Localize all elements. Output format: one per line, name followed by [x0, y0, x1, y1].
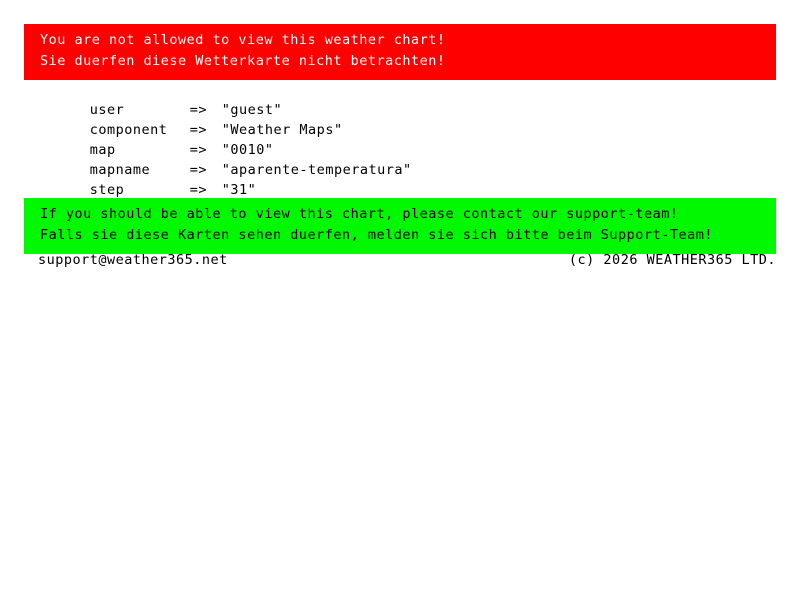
parameter-value: "aparente-temperatura" — [221, 162, 412, 178]
error-banner-line-de: Sie duerfen diese Wetterkarte nicht betrachten! — [40, 53, 446, 69]
parameter-key: user — [89, 102, 125, 118]
parameter-value: "31" — [221, 182, 257, 198]
parameter-value: "0010" — [221, 142, 274, 158]
parameter-key: mapname — [89, 162, 151, 178]
parameter-arrow: => — [189, 102, 208, 118]
parameter-row-user — [38, 80, 778, 118]
error-banner-line-en: You are not allowed to view this weather chart! — [40, 32, 446, 48]
parameter-arrow: => — [189, 142, 208, 158]
parameter-arrow: => — [189, 162, 208, 178]
parameter-value: "guest" — [221, 102, 283, 118]
support-email-link[interactable]: support@weather365.net — [38, 252, 228, 268]
info-banner-line-de: Falls sie diese Karten sehen duerfen, melden sie sich bitte beim Support-Team! — [40, 227, 713, 243]
parameter-arrow: => — [189, 122, 208, 138]
parameter-key: step — [89, 182, 125, 198]
parameter-key: map — [89, 142, 116, 158]
parameter-key: component — [89, 122, 168, 138]
footer — [38, 250, 776, 270]
parameter-list — [38, 80, 778, 198]
copyright-text: (c) 2026 WEATHER365 LTD. — [568, 252, 776, 268]
info-banner — [24, 198, 776, 254]
parameter-value: "Weather Maps" — [221, 122, 343, 138]
info-banner-line-en: If you should be able to view this chart, please contact our support-team! — [40, 206, 679, 222]
error-banner — [24, 24, 776, 80]
parameter-arrow: => — [189, 182, 208, 198]
